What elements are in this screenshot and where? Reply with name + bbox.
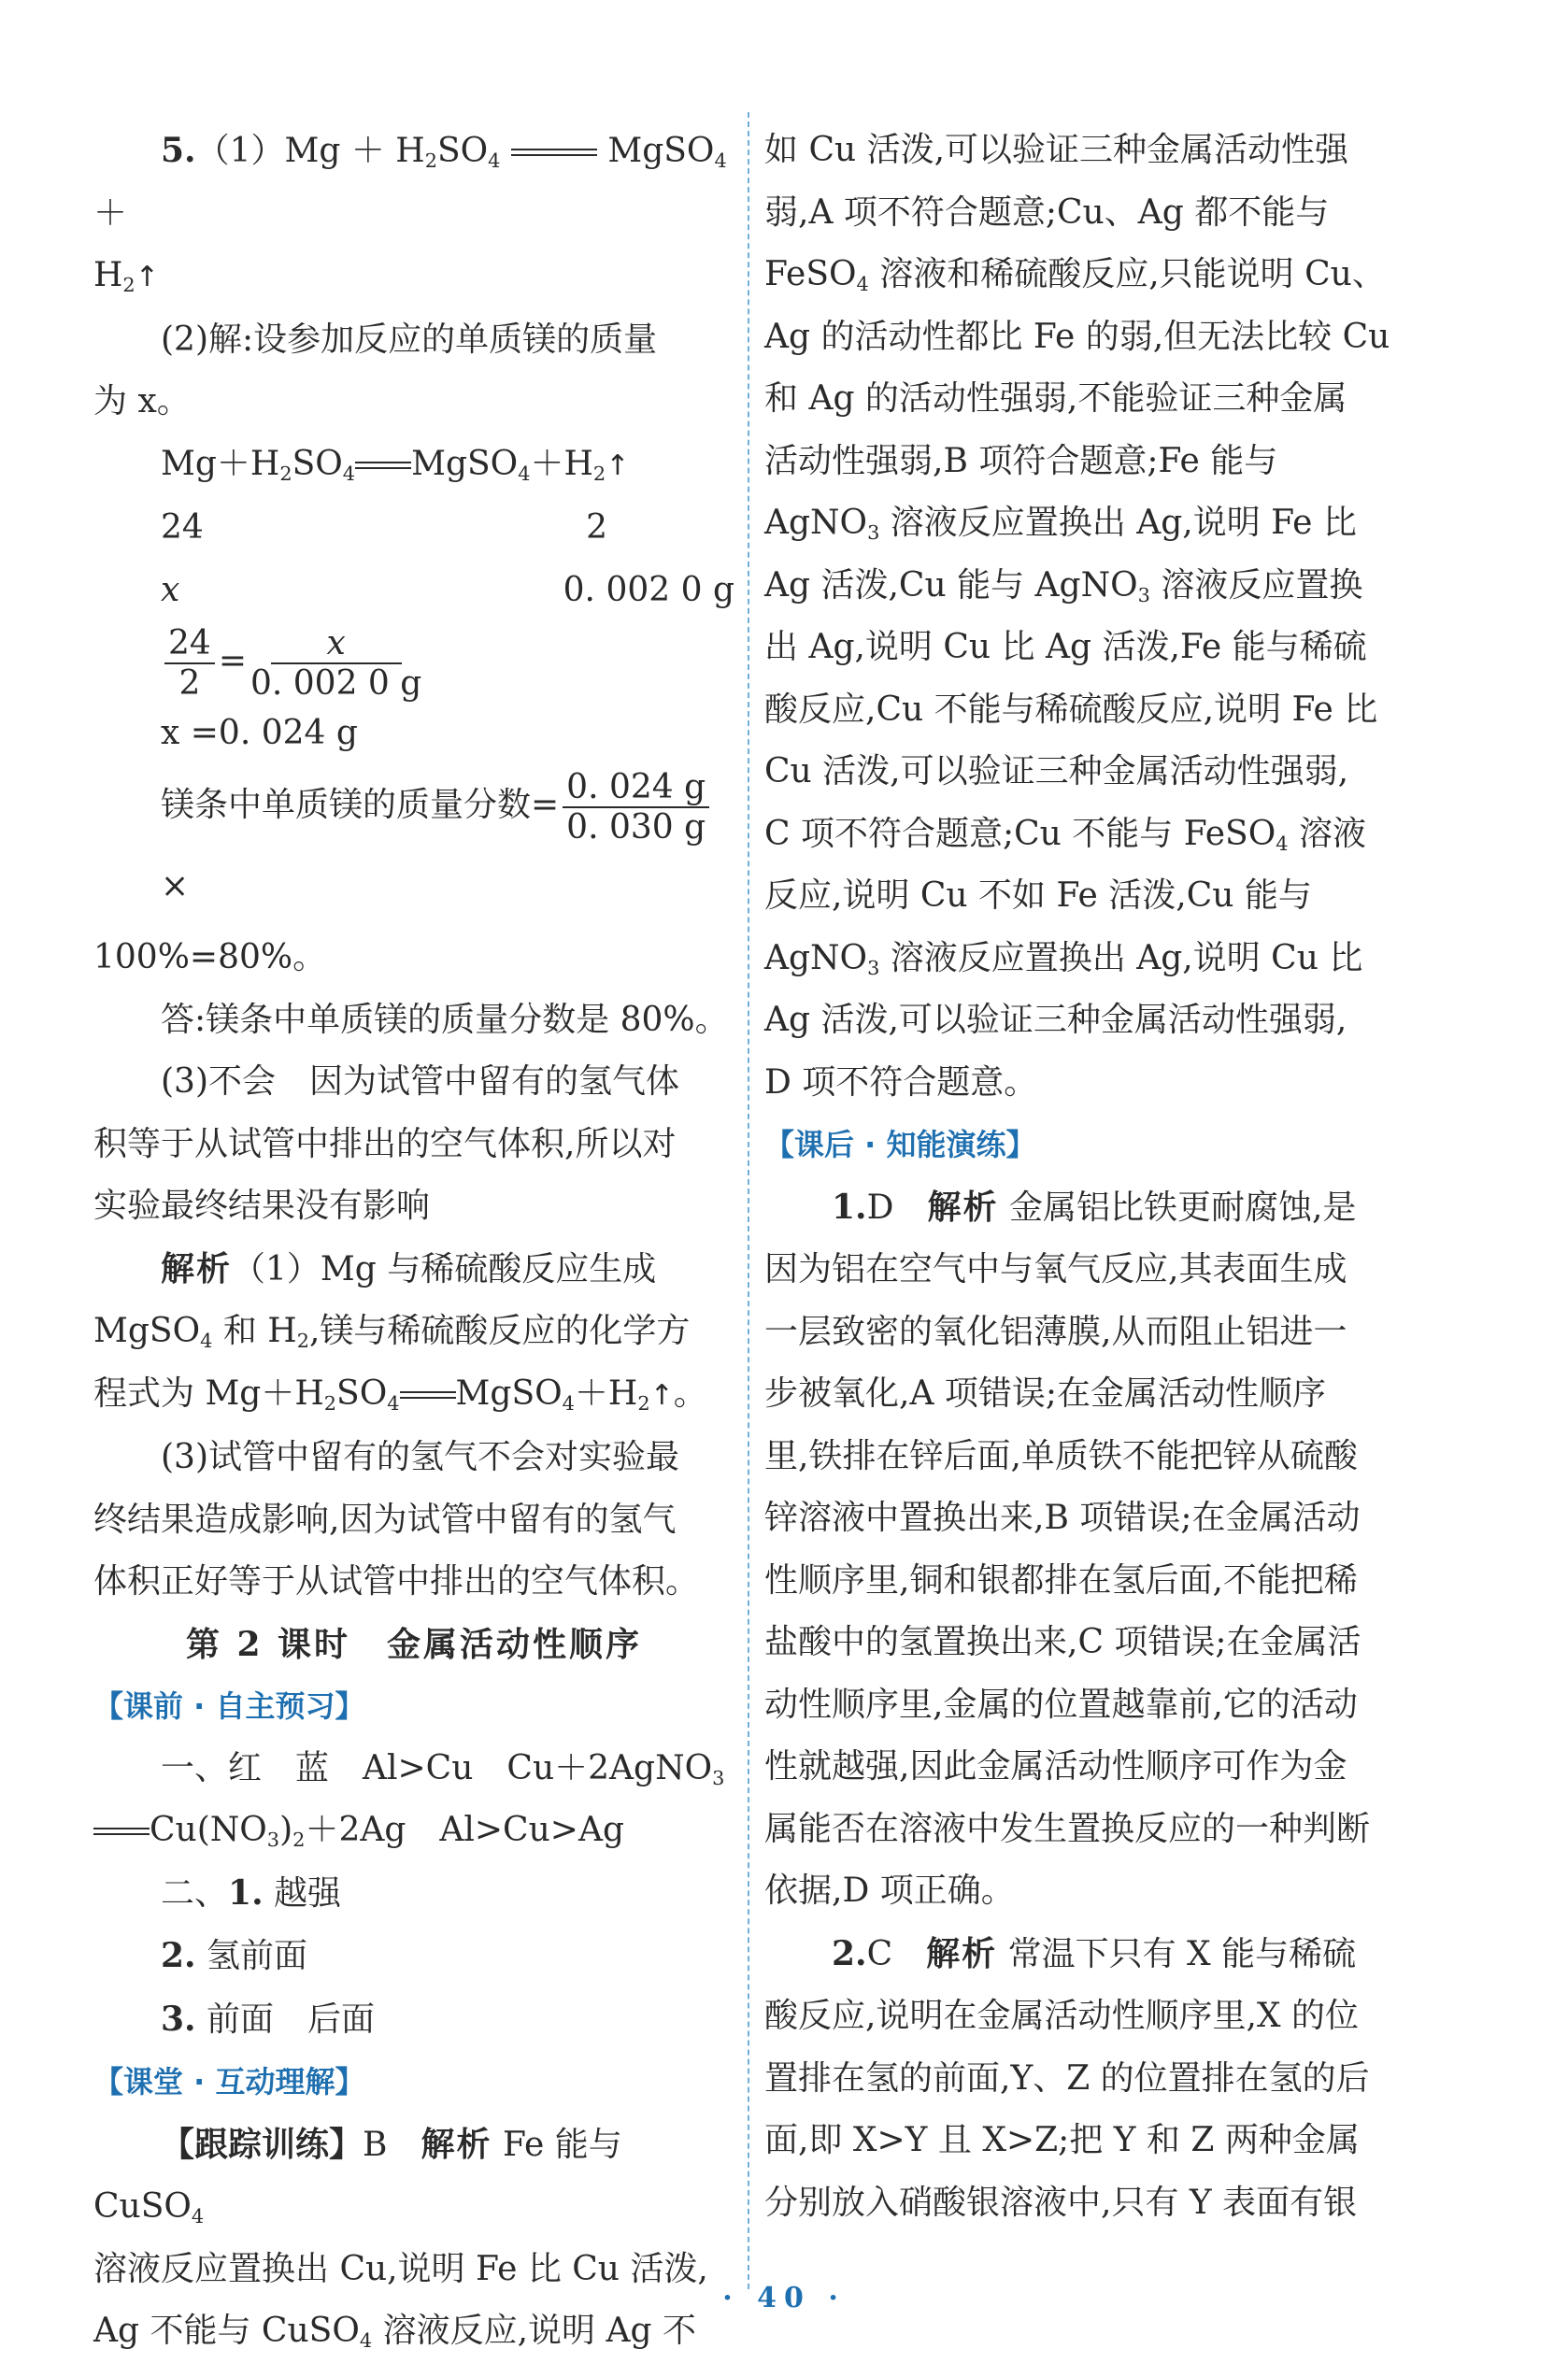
right-line: Ag 活泼,Cu 能与 AgNO$_3$ 溶液反应置换	[764, 565, 1363, 606]
track-line1: 【跟踪训练】B 解析 Fe 能与 CuSO$_4$	[93, 2124, 622, 2228]
preview-two-2: 2. 氢前面	[161, 1936, 308, 1976]
right-column	[764, 120, 1409, 2234]
analysis3-line2: 终结果造成影响,因为试管中留有的氢气	[93, 1500, 677, 1539]
x-result: x =0. 024 g	[161, 714, 358, 753]
q5-part3-line2: 积等于从试管中排出的空气体积,所以对	[93, 1124, 677, 1163]
analysis-line3: 程式为 $Mg+H_2SO_4$ $MgSO_4+H_2↑$。	[93, 1374, 707, 1415]
lesson-title: 第 2 课时 金属活动性顺序	[185, 1624, 643, 1664]
section-after-class: 【课后 · 知能演练】	[764, 1127, 1036, 1162]
right-line: Ag 的活动性都比 Fe 的弱,但无法比较 Cu	[764, 317, 1390, 356]
track-line2: 溶液反应置换出 Cu,说明 Fe 比 Cu 活泼,	[93, 2249, 708, 2288]
q5-answer: 答:镁条中单质镁的质量分数是 80%。	[161, 1000, 729, 1039]
answer1-line: 依据,D 项正确。	[764, 1872, 1015, 1910]
section-preview: 【课前 · 自主预习】	[93, 1688, 365, 1725]
answer2-line: 酸反应,说明在金属活动性顺序里,X 的位	[764, 1997, 1359, 2035]
right-line: C 项不符合题意;Cu 不能与 FeSO$_4$ 溶液	[764, 814, 1366, 855]
answer1-line: 性顺序里,铜和银都排在氢后面,不能把稀	[764, 1560, 1358, 1600]
section-classroom: 【课堂 · 互动理解】	[93, 2064, 365, 2100]
mass-fraction-line: 镁条中单质镁的质量分数= $\frac{0. 024 g}{0. 030 g}$ ×	[93, 765, 734, 927]
answer1-line: 盐酸中的氢置换出来,C 项错误;在金属活	[764, 1623, 1361, 1661]
right-line: 活动性强弱,B 项符合题意;Fe 能与	[764, 441, 1278, 480]
preview-two-1: 二、1. 越强	[161, 1872, 342, 1913]
answer1-line: 锌溶液中置换出来,B 项错误;在金属活动	[764, 1499, 1361, 1537]
answer1-line: 性就越强,因此金属活动性顺序可作为金	[764, 1747, 1347, 1786]
q5-part1-cont: $H_2↑$	[93, 256, 159, 296]
answer2-line: 分别放入硝酸银溶液中,只有 Y 表面有银	[764, 2183, 1358, 2222]
reaction-equation: $Mg+H_2SO_4$ $MgSO_4+H_2↑$	[161, 444, 630, 485]
right-line: FeSO$_4$ 溶液和稀硫酸反应,只能说明 Cu、	[764, 255, 1386, 295]
answer1-line: 动性顺序里,金属的位置越靠前,它的活动	[764, 1685, 1358, 1724]
left-column	[93, 120, 734, 2363]
q5-part2-line1: (2)解:设参加反应的单质镁的质量	[161, 320, 658, 359]
percent-line: 100%=80%。	[93, 938, 327, 977]
analysis3-line3: 体积正好等于从试管中排出的空气体积。	[93, 1562, 700, 1601]
proportion-equation: $\frac{24}{2}$ = $\frac{x}{0. 002 0 g}$	[93, 621, 734, 703]
answer1-line1: 1.D 解析 金属铝比铁更耐腐蚀,是	[832, 1187, 1357, 1227]
preview-one-line1: 一、红 蓝 Al>Cu Cu＋2AgNO$_3$	[161, 1748, 725, 1789]
answer2-line: 面,即 X>Y 且 X>Z;把 Y 和 Z 两种金属	[764, 2121, 1360, 2159]
column-divider	[748, 112, 749, 2289]
right-line: 出 Ag,说明 Cu 比 Ag 活泼,Fe 能与稀硫	[764, 628, 1367, 666]
q5-part3-line3: 实验最终结果没有影响	[93, 1187, 431, 1226]
q5-part1: $5.(1)Mg + H_2SO_4$ MgSO$_4$ ＋	[93, 131, 727, 233]
preview-two-3: 3. 前面 后面	[161, 1999, 376, 2039]
page-number: · 40 ·	[722, 2282, 846, 2314]
right-line: 酸反应,Cu 不能与稀硫酸反应,说明 Fe 比	[764, 690, 1378, 729]
mass-ratio-row: 24 2	[161, 508, 607, 547]
right-line: 反应,说明 Cu 不如 Fe 活泼,Cu 能与	[764, 876, 1312, 915]
q5-part2-line2: 为 x。	[93, 382, 191, 420]
right-line: AgNO$_3$ 溶液反应置换出 Ag,说明 Fe 比	[764, 504, 1357, 544]
right-line: 和 Ag 的活动性强弱,不能验证三种金属	[764, 379, 1347, 418]
unknown-row: x 0. 002 0 g	[161, 570, 734, 609]
right-line: Cu 活泼,可以验证三种金属活动性强弱,	[764, 752, 1349, 790]
answer1-line: 属能否在溶液中发生置换反应的一种判断	[764, 1809, 1371, 1848]
q5-part3-line1: (3)不会 因为试管中留有的氢气体	[161, 1062, 679, 1102]
answer2-line: 置排在氢的前面,Y、Z 的位置排在氢的后	[764, 2058, 1370, 2098]
answer1-line: 步被氧化,A 项错误;在金属活动性顺序	[764, 1374, 1327, 1413]
preview-one-line2: $Cu(NO_3)_2+2Ag$ Al>Cu>Ag	[93, 1800, 734, 1862]
answer1-line: 里,铁排在锌后面,单质铁不能把锌从硫酸	[764, 1436, 1358, 1475]
analysis-line2: MgSO$_4$ 和 $H_2$,镁与稀硫酸反应的化学方	[93, 1312, 691, 1353]
answer1-line: 因为铝在空气中与氧气反应,其表面生成	[764, 1250, 1347, 1288]
analysis-line1: 解析（1）Mg 与稀硫酸反应生成	[161, 1248, 657, 1288]
answer1-line: 一层致密的氧化铝薄膜,从而阻止铝进一	[764, 1312, 1347, 1351]
answer2-line1: 2.C 解析 常温下只有 X 能与稀硫	[832, 1933, 1357, 1973]
right-line: Ag 活泼,可以验证三种金属活动性强弱,	[764, 1001, 1347, 1039]
analysis3-line1: (3)试管中留有的氢气不会对实验最	[161, 1438, 679, 1477]
right-line: 弱,A 项不符合题意;Cu、Ag 都不能与	[764, 192, 1330, 232]
right-line: 如 Cu 活泼,可以验证三种金属活动性强	[764, 131, 1349, 169]
right-line: AgNO$_3$ 溶液反应置换出 Ag,说明 Cu 比	[764, 938, 1363, 979]
track-line3: Ag 不能与 CuSO$_4$ 溶液反应,说明 Ag 不	[93, 2312, 696, 2353]
right-line: D 项不符合题意。	[764, 1062, 1038, 1102]
